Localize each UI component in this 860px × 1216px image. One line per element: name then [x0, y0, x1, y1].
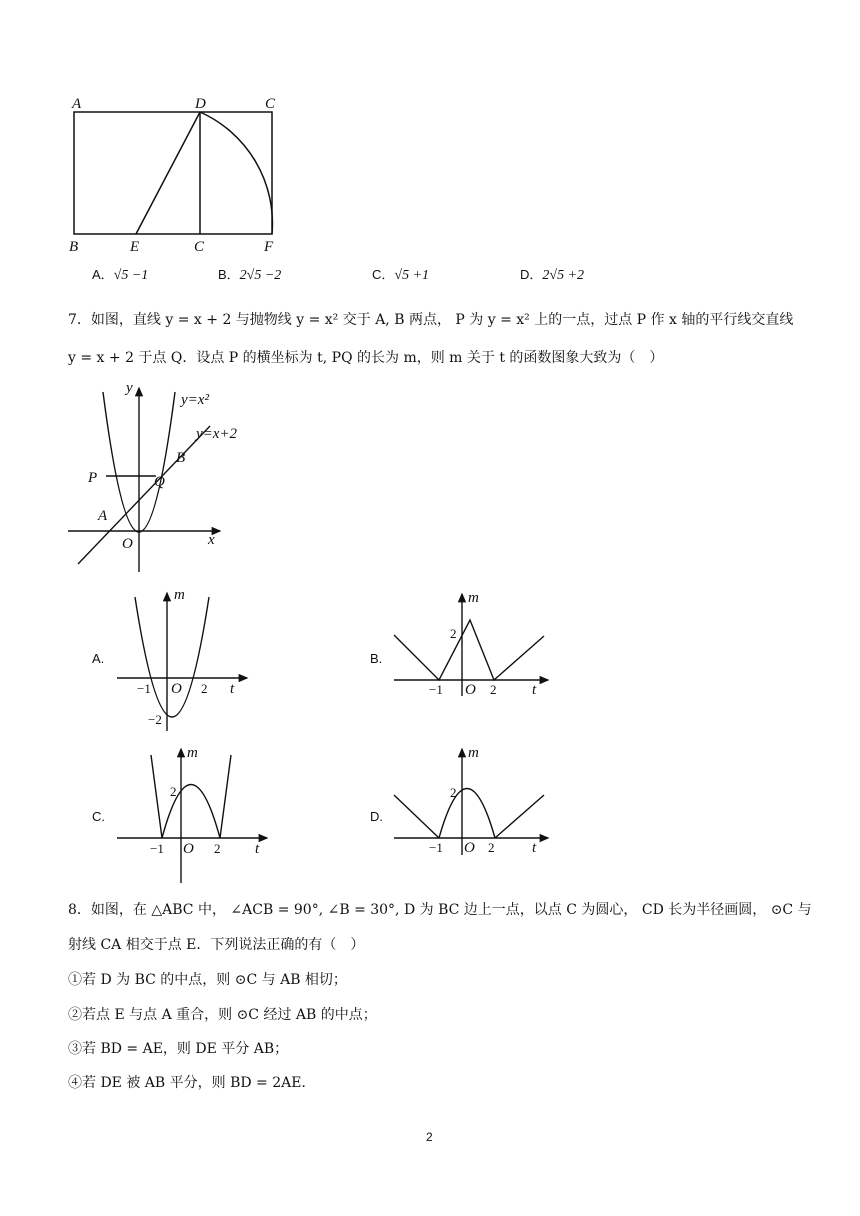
rectangle-abfc — [74, 112, 272, 234]
label-parabola: y=x² — [181, 392, 209, 408]
q6-figure — [60, 90, 300, 255]
label-e: E — [130, 239, 140, 255]
segment-de — [136, 112, 200, 234]
label-x-axis: x — [208, 532, 215, 548]
label-ytick-2: 2 — [450, 626, 457, 641]
left-branch-c — [151, 755, 162, 838]
label-m: m — [187, 745, 198, 761]
label-o: O — [183, 841, 194, 857]
label-2: 2 — [490, 682, 497, 697]
page-number: 2 — [426, 1130, 433, 1144]
label-t: t — [255, 841, 260, 857]
label-c-bottom: C — [194, 239, 205, 255]
label-ytick-2: 2 — [450, 785, 457, 800]
label-2: 2 — [201, 681, 208, 696]
q7-option-c-graph — [115, 743, 275, 885]
label-line: y=x+2 — [196, 426, 238, 442]
label-t: t — [532, 840, 537, 856]
q7-option-a-letter: A. — [92, 651, 105, 666]
label-neg1: −1 — [150, 841, 164, 856]
q8-statement-3: ③若 BD = AE，则 DE 平分 AB； — [68, 1041, 289, 1057]
label-c-top: C — [265, 96, 276, 112]
q7-option-d-letter: D. — [370, 809, 383, 824]
label-b: B — [176, 450, 186, 466]
q8-stem-line1: 8．如图，在 △ABC 中， ∠ACB = 90°, ∠B = 30°, D 为 BC 边上一点，以点 C 为圆心， CD 长为半径画圆， ⊙C 与 — [68, 902, 812, 918]
label-b: B — [69, 239, 79, 255]
label-o: O — [464, 840, 475, 856]
label-t: t — [230, 681, 235, 697]
q7-option-b-letter: B. — [370, 651, 383, 666]
polyline-b — [394, 620, 544, 680]
q6-option-d: D．2√5 +2 — [520, 267, 585, 283]
q7-stem-line1: 7．如图，直线 y = x + 2 与抛物线 y = x² 交于 A, B 两点， P 为 y = x² 上的一点，过点 P 作 x 轴的平行线交直线 — [68, 312, 794, 328]
label-d: D — [195, 96, 206, 112]
curve-a — [135, 597, 209, 717]
label-t: t — [532, 682, 537, 698]
q7-option-b-graph — [392, 588, 552, 700]
label-q: Q — [154, 474, 165, 490]
label-m: m — [468, 590, 479, 606]
label-o: O — [171, 681, 182, 697]
q7-option-c-letter: C. — [92, 809, 105, 824]
label-ytick-2: 2 — [170, 784, 177, 799]
q8-statement-1: ①若 D 为 BC 的中点，则 ⊙C 与 AB 相切； — [68, 972, 347, 988]
arc-df — [200, 112, 272, 234]
label-neg2: −2 — [148, 712, 162, 727]
label-p: P — [88, 470, 98, 486]
q7-stem-line2: y = x + 2 于点 Q．设点 P 的横坐标为 t, PQ 的长为 m，则 m 关于 t 的函数图象大致为（ ） — [68, 350, 664, 366]
q6-option-b: B．2√5 −2 — [218, 267, 282, 283]
q7-figure — [60, 376, 270, 576]
label-neg1: −1 — [429, 840, 443, 855]
label-m: m — [468, 745, 479, 761]
arch-d — [439, 789, 495, 839]
label-m: m — [174, 587, 185, 603]
q8-statement-2: ②若点 E 与点 A 重合，则 ⊙C 经过 AB 的中点； — [68, 1007, 377, 1023]
label-y-axis: y — [126, 380, 133, 396]
right-branch-d — [495, 795, 544, 838]
label-neg1: −1 — [429, 682, 443, 697]
line-y-x-plus-2 — [78, 426, 210, 564]
q6-option-a: A．√5 −1 — [92, 267, 149, 283]
q7-option-a-graph — [115, 585, 255, 733]
q8-statement-4: ④若 DE 被 AB 平分，则 BD = 2AE． — [68, 1075, 316, 1091]
q6-option-c: C．√5 +1 — [372, 267, 430, 283]
left-branch-d — [394, 795, 439, 838]
label-neg1: −1 — [137, 681, 151, 696]
label-o: O — [465, 682, 476, 698]
q8-stem-line2: 射线 CA 相交于点 E．下列说法正确的有（ ） — [68, 937, 365, 953]
label-2: 2 — [488, 840, 495, 855]
label-o: O — [122, 536, 133, 552]
label-f: F — [264, 239, 274, 255]
q7-option-d-graph — [392, 745, 552, 857]
label-a: A — [98, 508, 108, 524]
right-branch-c — [220, 755, 231, 838]
label-a: A — [72, 96, 82, 112]
label-2: 2 — [214, 841, 221, 856]
